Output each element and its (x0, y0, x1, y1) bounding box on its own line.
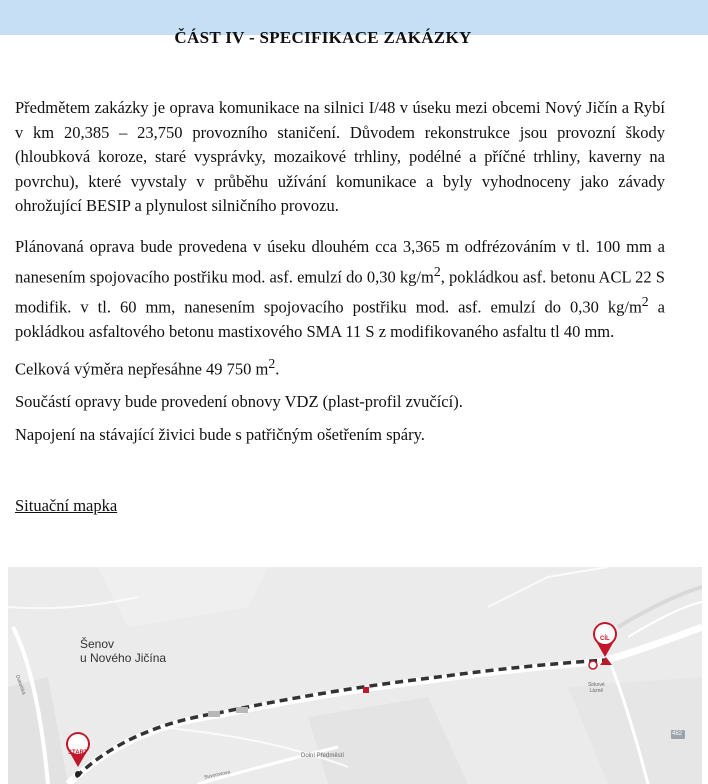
end-label: CÍL (600, 636, 610, 642)
paragraph-vdz: Součástí opravy bude provedení obnovy VDZ (plast-profil zvučící). (15, 392, 463, 412)
road-number: 482 (672, 731, 683, 737)
situation-map (8, 567, 702, 784)
paragraph-joint: Napojení na stávající živici bude s patřičným ošetřením spáry. (15, 425, 425, 445)
section-heading: ČÁST IV - SPECIFIKACE ZAKÁZKY (174, 28, 472, 46)
start-label: START (68, 750, 88, 756)
street-label-2: Suvorovova (203, 769, 231, 781)
village-label: Dolní Předměstí (301, 753, 345, 759)
document-body (15, 96, 665, 448)
paragraph-total-area: Celková výměra nepřesáhne 49 750 $m^2$. (15, 356, 280, 379)
map-heading: Situační mapka (15, 496, 118, 515)
map-canvas (8, 567, 702, 784)
spa-label: Sirkové Lázně (588, 682, 605, 694)
street-label: Dukelská (13, 674, 27, 696)
paragraph-planned-repair: Plánovaná oprava bude provedena v úseku dlouhém cca 3,365 m odfrézováním v tl. 100 mm a nanesením spojovacího postřiku mod. asf. emulzí do 0,30 $kg/m^2$, pokládkou asf. betonu ACL 22 S modifik. v tl. 60 mm, nanesením spojovacího postřiku mod. asf. emulzí do 0,30 $kg/m^2$ a pokládkou asfaltového betonu mastixového SMA 11 S z modifikovaného asfaltu tl 40 mm. (15, 236, 665, 341)
map-town-label: Šenov u Nového Jičína (80, 637, 167, 665)
paragraph-subject: Předmětem zakázky je oprava komunikace na silnici I/48 v úseku mezi obcemi Nový Jičín a Rybí v km 20,385 – 23,750 provozního staničení. Důvodem rekonstrukce jsou provozní škody (hloubková koroze, staré vysprávky, mozaikové trhliny, podélné a příčné trhliny, kaverny na povrchu), které vyvstaly v průběhu užívání komunikace a byly vyhodnoceny jako závady ohrožující BESIP a plynulost silničního provozu. (15, 98, 665, 216)
